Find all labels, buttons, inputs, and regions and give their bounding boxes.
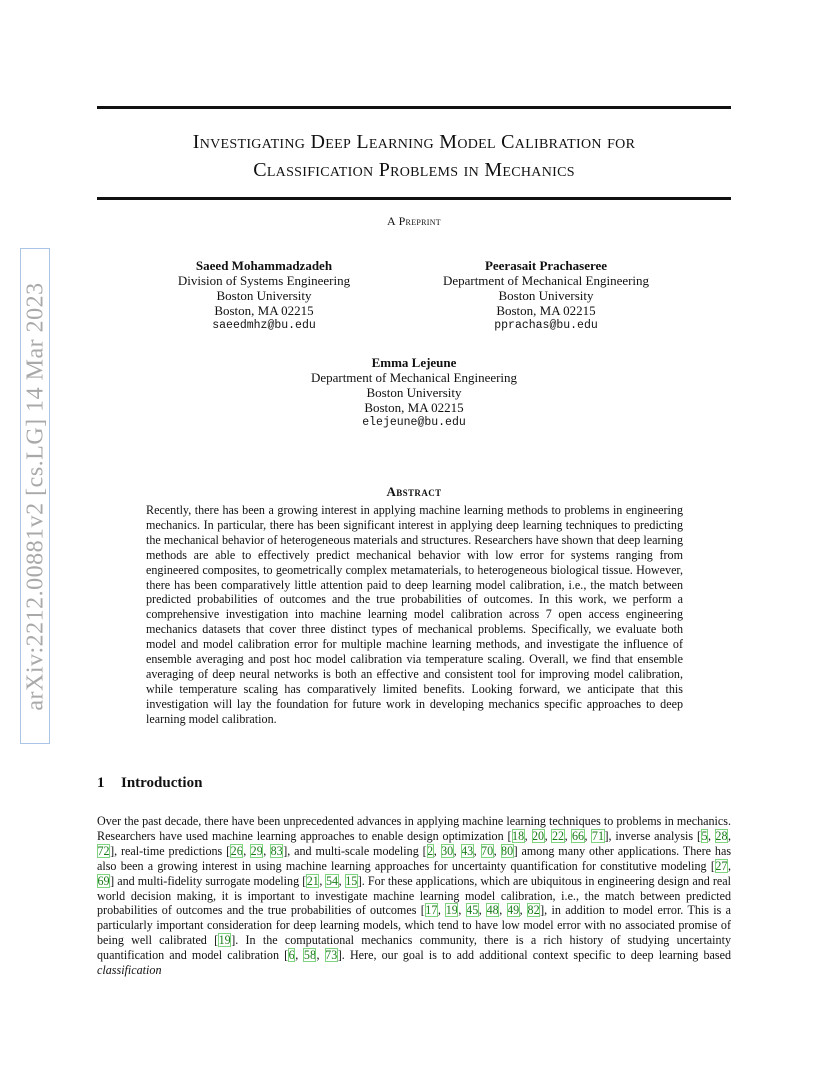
author-university: Boston University: [498, 288, 594, 303]
intro-text: ]. In the computational mechanics community, there is a rich history of studying uncertainty quantification and model calibration [: [97, 933, 731, 963]
author-address: Boston, MA 02215: [364, 400, 464, 415]
intro-text: Over the past decade, there have been unprecedented advances in applying machine learning techniques to problems in mechanics. Researchers have used machine learning approaches to enable design optimization [: [97, 814, 731, 843]
citation-link[interactable]: 45: [466, 903, 479, 918]
intro-text: ,: [473, 843, 481, 858]
intro-text: ]. Here, our goal is to add additional context specific to deep learning based: [337, 948, 732, 963]
author-email[interactable]: elejeune@bu.edu: [362, 416, 466, 429]
intro-italic-word: classification: [97, 963, 162, 978]
author-department: Department of Mechanical Engineering: [310, 370, 518, 385]
citation-link[interactable]: 73: [325, 948, 338, 963]
intro-text: ,: [493, 843, 501, 858]
citation-link[interactable]: 69: [97, 873, 110, 888]
author-email[interactable]: saeedmhz@bu.edu: [212, 319, 316, 332]
author-block-1: [159, 258, 369, 333]
intro-text: ], real-time predictions [: [110, 843, 231, 858]
citation-link[interactable]: 27: [715, 858, 728, 873]
paper-title-line-2: Classification Problems in Mechanics: [253, 159, 575, 181]
citation-link[interactable]: 49: [507, 903, 520, 918]
intro-text: ,: [564, 828, 572, 843]
author-block-3: [264, 355, 564, 430]
citation-link[interactable]: 70: [481, 843, 494, 858]
intro-text: ] among many other applications. There has also been a growing interest in using machine learning approaches for uncertainty quantification for constitutive modeling [: [97, 843, 732, 873]
citation-link[interactable]: 5: [701, 828, 708, 843]
intro-text: ,: [437, 903, 446, 918]
citation-link[interactable]: 29: [250, 843, 263, 858]
intro-text: ,: [584, 828, 592, 843]
citation-link[interactable]: 6: [288, 948, 295, 963]
intro-text: ,: [728, 828, 732, 843]
intro-text: ], in addition to model error. This is a particularly important consideration for deep learning models, which tend to have low model error with no associated promise of being well calibrated [: [97, 903, 732, 948]
intro-text: ,: [453, 843, 461, 858]
citation-link[interactable]: 2: [427, 843, 434, 858]
section-heading: [97, 775, 202, 792]
citation-link[interactable]: 83: [270, 843, 283, 858]
intro-text: ], and multi-scale modeling [: [283, 843, 427, 858]
intro-text: ,: [544, 828, 552, 843]
intro-text: ]. For these applications, which are ubiquitous in engineering design and real world decision making, it is important to investigate machine learning model calibration, i.e., the match between predicted probabilities of outcomes and the true probabilities of outcomes [: [97, 873, 732, 918]
citation-link[interactable]: 18: [512, 828, 525, 843]
citation-link[interactable]: 30: [441, 843, 454, 858]
intro-text: ,: [316, 948, 325, 963]
author-department: Department of Mechanical Engineering: [442, 273, 650, 288]
intro-text: ,: [295, 948, 304, 963]
author-university: Boston University: [366, 385, 462, 400]
arxiv-stamp: arXiv:2212.00881v2 [cs.LG] 14 Mar 2023: [22, 281, 49, 711]
citation-link[interactable]: 26: [230, 843, 243, 858]
intro-text: ,: [263, 843, 271, 858]
title-top-rule: [97, 106, 731, 109]
author-department: Division of Systems Engineering: [177, 273, 351, 288]
citation-link[interactable]: 66: [571, 828, 585, 843]
abstract-heading: Abstract: [386, 484, 442, 499]
citation-link[interactable]: 19: [218, 933, 231, 948]
intro-text: ,: [243, 843, 251, 858]
citation-link[interactable]: 43: [461, 843, 474, 858]
citation-link[interactable]: 54: [325, 873, 339, 888]
author-address: Boston, MA 02215: [214, 303, 314, 318]
citation-link[interactable]: 19: [445, 903, 458, 918]
citation-link[interactable]: 71: [591, 828, 604, 843]
intro-text: ,: [338, 873, 345, 888]
citation-link[interactable]: 28: [715, 828, 728, 843]
paper-title-line-1: Investigating Deep Learning Model Calibration for: [192, 131, 636, 153]
title-bottom-rule: [97, 197, 731, 200]
author-name: Saeed Mohammadzadeh: [195, 258, 333, 273]
author-address: Boston, MA 02215: [496, 303, 596, 318]
intro-text: ,: [727, 858, 731, 873]
author-name: Emma Lejeune: [371, 355, 457, 370]
intro-text: ,: [708, 828, 715, 843]
citation-link[interactable]: 20: [532, 828, 545, 843]
intro-text: ,: [433, 843, 441, 858]
citation-link[interactable]: 21: [306, 873, 319, 888]
intro-text: ], inverse analysis [: [604, 828, 701, 843]
author-university: Boston University: [216, 288, 312, 303]
section-number: 1: [97, 775, 105, 791]
citation-link[interactable]: 72: [97, 843, 110, 858]
citation-link[interactable]: 15: [345, 873, 358, 888]
intro-text: ,: [519, 903, 528, 918]
intro-text: ,: [524, 828, 532, 843]
abstract-body: Recently, there has been a growing interest in applying machine learning methods to problems in engineering mechanics. In particular, there has been significant interest in applying deep learning techniques to predicting the mechanical behavior of heterogeneous materials and structures. Researchers have shown that deep learning methods are able to effectively predict mechanical behavior with low error for systems ranging from engineered composites, to geometrically complex metamaterials, to heterogeneous biological tissue. However, there has been comparatively little attention paid to deep learning model calibration, i.e., the match between predicted probabilities of outcomes and the true probabilities of outcomes. In this work, we perform a comprehensive investigation into machine learning model calibration across 7 open access engineering mechanics datasets that cover three distinct types of mechanical problems. Specifically, we evaluate both model and model calibration error for multiple machine learning methods, and investigate the influence of ensemble averaging and post hoc model calibration via temperature scaling. Overall, we find that ensemble averaging of deep neural networks is both an effective and consistent tool for improving model calibration, while temperature scaling has comparatively limited benefits. Looking forward, we anticipate that this investigation will lay the foundation for future work in developing mechanics specific approaches to deep learning model calibration.: [146, 503, 683, 726]
intro-text: ,: [499, 903, 507, 918]
citation-link[interactable]: 82: [527, 903, 540, 918]
citation-link[interactable]: 80: [501, 843, 514, 858]
author-block-2: [420, 258, 672, 333]
author-email[interactable]: pprachas@bu.edu: [494, 319, 598, 332]
intro-text: ] and multi-fidelity surrogate modeling [: [110, 873, 307, 888]
intro-text: ,: [458, 903, 466, 918]
citation-link[interactable]: 48: [486, 903, 499, 918]
citation-link[interactable]: 58: [303, 948, 316, 963]
introduction-paragraph: [97, 814, 731, 978]
section-title: Introduction: [121, 775, 203, 791]
preprint-label: A Preprint: [386, 214, 441, 228]
citation-link[interactable]: 17: [425, 903, 438, 918]
intro-text: ,: [478, 903, 487, 918]
intro-text: ,: [319, 873, 326, 888]
author-name: Peerasait Prachaseree: [484, 258, 608, 273]
citation-link[interactable]: 22: [551, 828, 565, 843]
